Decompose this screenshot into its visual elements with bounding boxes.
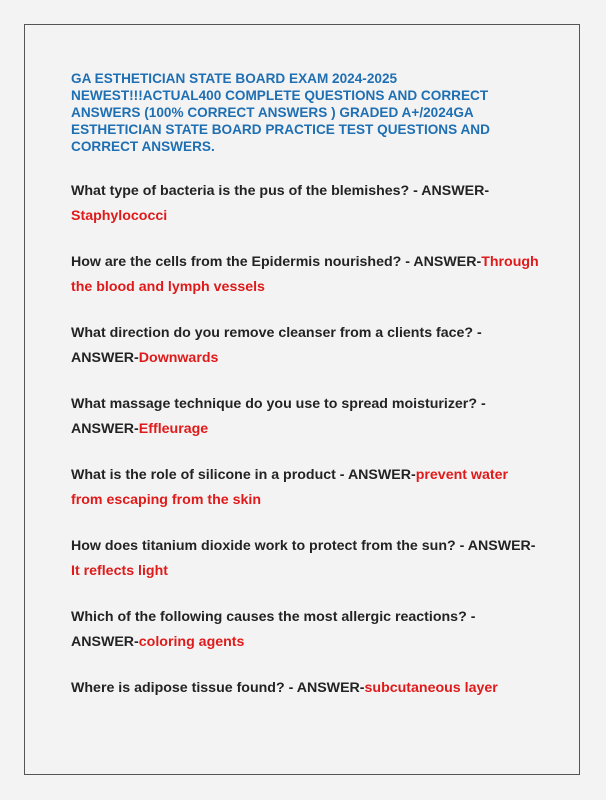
answer-text: Staphylococci: [71, 207, 168, 224]
document-body: [71, 70, 541, 723]
answer-text: prevent water from escaping from the skin: [71, 467, 508, 508]
qa-item: [71, 179, 541, 228]
question-text: How are the cells from the Epidermis nourished?: [71, 254, 402, 270]
qa-item: [71, 534, 541, 583]
answer-prefix: - ANSWER-: [455, 538, 536, 554]
question-text: What massage technique do you use to spread moisturizer?: [71, 396, 477, 412]
answer-prefix: - ANSWER-: [409, 183, 490, 199]
answer-text: Effleurage: [138, 420, 209, 437]
qa-item: [71, 250, 541, 299]
answer-text: Through the blood and lymph vessels: [71, 254, 539, 295]
question-text: What is the role of silicone in a product: [71, 467, 336, 483]
question-text: What direction do you remove cleanser from a clients face?: [71, 325, 474, 341]
qa-item: [71, 605, 541, 654]
qa-item: [71, 392, 541, 441]
qa-item: [71, 463, 541, 512]
answer-prefix: - ANSWER-: [71, 609, 476, 650]
question-text: What type of bacteria is the pus of the blemishes?: [71, 183, 410, 199]
answer-prefix: - ANSWER-: [401, 254, 482, 270]
answer-prefix: - ANSWER-: [71, 325, 482, 366]
question-text: Where is adipose tissue found?: [71, 680, 285, 696]
answer-text: subcutaneous layer: [364, 680, 498, 696]
question-text: Which of the following causes the most allergic reactions?: [71, 609, 467, 625]
answer-text: coloring agents: [138, 633, 245, 650]
qa-item: [71, 321, 541, 370]
question-text: How does titanium dioxide work to protect from the sun?: [71, 538, 456, 554]
document-title: GA ESTHETICIAN STATE BOARD EXAM 2024-2025 NEWEST!!!ACTUAL400 COMPLETE QUESTIONS AND CORRECT ANSWERS (100% CORRECT ANSWERS ) GRADED A+/2024GA ESTHETICIAN STATE BOARD PRACTICE TEST QUESTIONS AND CORRECT ANSWERS.: [71, 71, 490, 154]
answer-text: It reflects light: [71, 562, 168, 579]
answer-prefix: - ANSWER-: [71, 396, 486, 437]
answer-prefix: - ANSWER-: [335, 467, 416, 483]
answer-text: Downwards: [138, 349, 219, 366]
answer-prefix: - ANSWER-: [284, 680, 365, 696]
qa-item: [71, 676, 541, 701]
